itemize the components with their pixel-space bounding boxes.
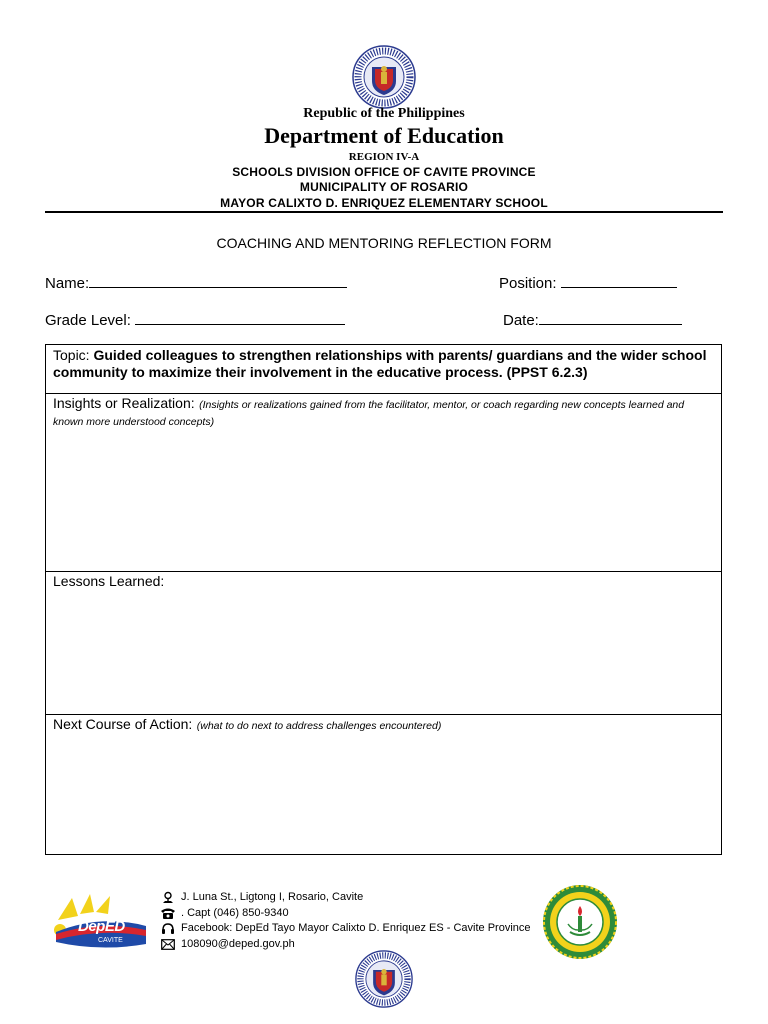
telephone-icon — [160, 906, 176, 920]
republic-heading: Republic of the Philippines — [303, 106, 465, 121]
headset-icon — [160, 922, 176, 936]
position-blank[interactable] — [561, 273, 677, 288]
date-blank[interactable] — [539, 310, 682, 325]
lessons-section[interactable] — [46, 571, 721, 714]
name-blank[interactable] — [89, 273, 347, 288]
footer-contact — [160, 890, 531, 952]
division-heading: SCHOOLS DIVISION OFFICE OF CAVITE PROVINCE — [232, 165, 536, 179]
reflection-table — [45, 344, 722, 855]
deped-logo-text: DepED — [78, 918, 125, 935]
header-divider — [45, 211, 723, 213]
next-action-hint: (what to do next to address challenges encountered) — [196, 720, 442, 732]
next-action-label: Next Course of Action: — [53, 716, 193, 732]
form-title: COACHING AND MENTORING REFLECTION FORM — [216, 235, 552, 251]
name-label: Name: — [45, 275, 90, 292]
position-field[interactable] — [499, 273, 677, 292]
name-field[interactable] — [45, 273, 347, 292]
footer-email[interactable]: 108090@deped.gov.ph — [181, 937, 295, 950]
location-pin-icon — [160, 891, 176, 905]
topic-label: Topic: — [53, 347, 90, 363]
envelope-icon — [160, 937, 176, 951]
deped-seal-icon — [352, 45, 416, 109]
deped-cavite-logo — [50, 890, 150, 954]
position-label: Position: — [499, 275, 557, 292]
deped-seal-footer-icon — [355, 950, 413, 1008]
insights-hint: (Insights or realizations gained from the facilitator, mentor, or coach regarding new concepts learned and known more understood concepts) — [53, 399, 685, 428]
deped-logo-subtext: CAVITE — [98, 937, 123, 944]
school-seal-icon — [542, 884, 618, 960]
school-heading: MAYOR CALIXTO D. ENRIQUEZ ELEMENTARY SCHOOL — [220, 196, 548, 210]
insights-label: Insights or Realization: — [53, 395, 195, 411]
department-heading: Department of Education — [264, 123, 504, 148]
topic-text: Guided colleagues to strengthen relationships with parents/ guardians and the wider school community to maximize their involvement in the educative process. (PPST 6.2.3) — [53, 347, 707, 380]
grade-level-field[interactable] — [45, 310, 345, 329]
insights-section[interactable] — [46, 393, 721, 571]
footer-address: J. Luna St., Ligtong I, Rosario, Cavite — [181, 891, 364, 903]
footer-phone: . Capt (046) 850-9340 — [181, 906, 289, 919]
grade-level-blank[interactable] — [135, 310, 345, 325]
footer-facebook[interactable]: Facebook: DepEd Tayo Mayor Calixto D. Enriquez ES - Cavite Province — [181, 922, 531, 934]
municipality-heading: MUNICIPALITY OF ROSARIO — [299, 180, 469, 194]
grade-level-label: Grade Level: — [45, 312, 131, 329]
topic-section — [46, 345, 721, 393]
date-label: Date: — [503, 312, 539, 329]
lessons-label: Lessons Learned: — [53, 573, 165, 589]
next-action-section[interactable] — [46, 714, 721, 855]
region-heading: REGION IV-A — [348, 151, 420, 163]
date-field[interactable] — [503, 310, 682, 329]
